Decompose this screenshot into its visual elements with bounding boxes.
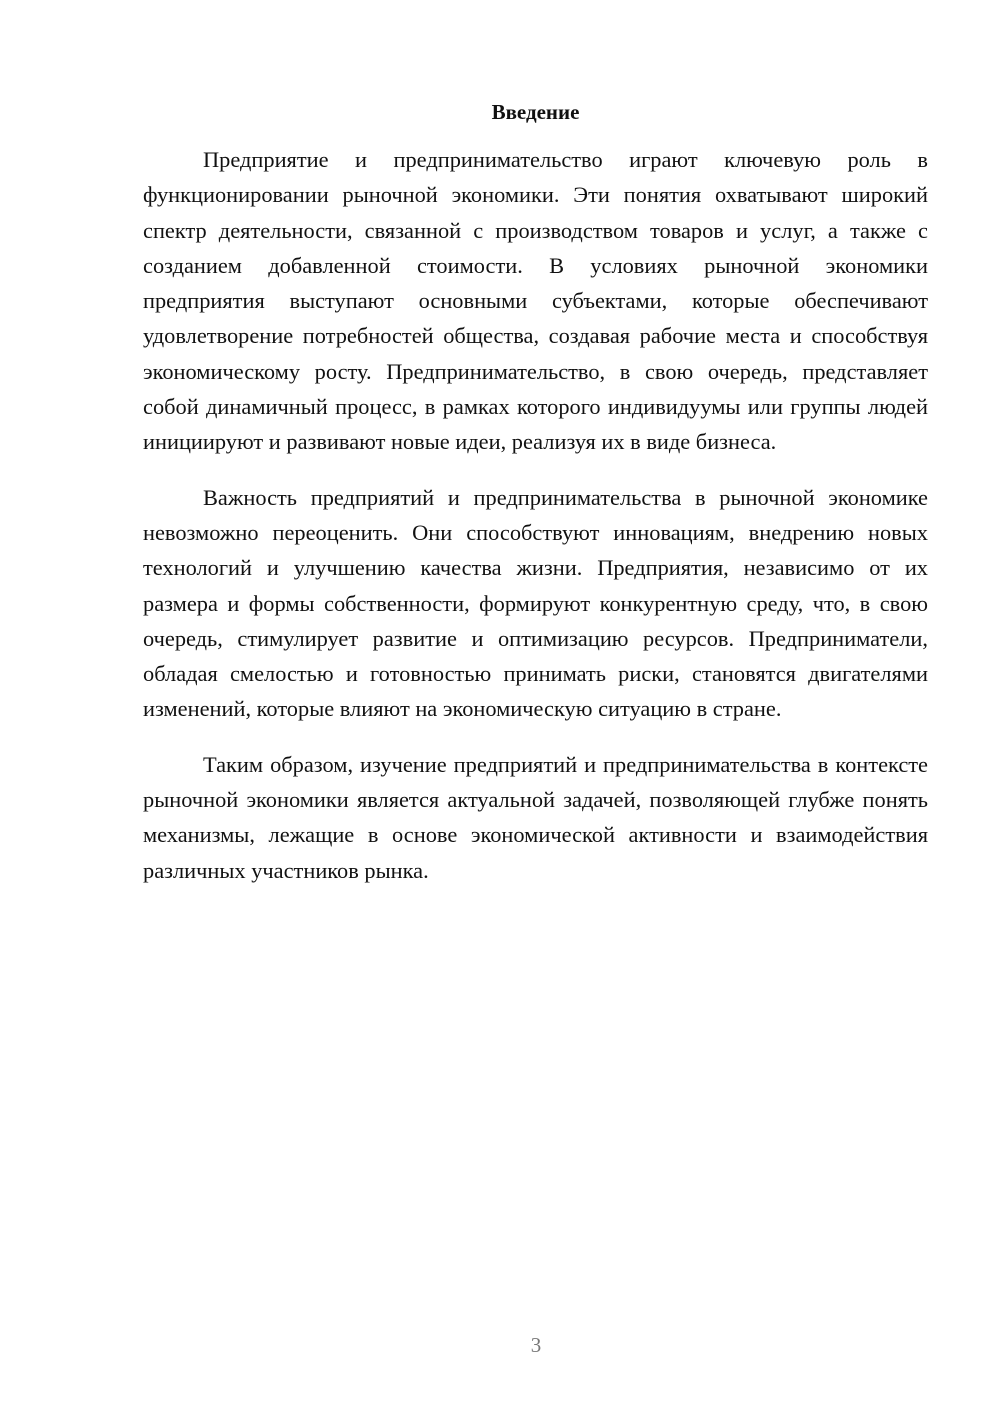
paragraph-1: Предприятие и предпринимательство играют ключевую роль в функционировании рыночной экономики. Эти понятия охватывают широкий спектр деятельности, связанной с производством товаров и услуг, а также с созданием добавленной стоимости. В условиях рыночной экономики предприятия выступают основными субъектами, которые обеспечивают удовлетворение потребностей общества, создавая рабочие места и способствуя экономическому росту. Предпринимательство, в свою очередь, представляет собой динамичный процесс, в рамках которого индивидуумы или группы людей инициируют и развивают новые идеи, реализуя их в виде бизнеса. [143, 147, 928, 455]
page-title: Введение [491, 100, 580, 124]
paragraph-2: Важность предприятий и предпринимательства в рыночной экономике невозможно переоценить. Они способствуют инновациям, внедрению новых технологий и улучшению качества жизни. Предприятия, независимо от их размера и формы собственности, формируют конкурентную среду, что, в свою очередь, стимулирует развитие и оптимизацию ресурсов. Предприниматели, обладая смелостью и готовностью принимать риски, становятся двигателями изменений, которые влияют на экономическую ситуацию в стране. [143, 484, 928, 722]
paragraph-3: Таким образом, изучение предприятий и предпринимательства в контексте рыночной экономики является актуальной задачей, позволяющей глубже понять механизмы, лежащие в основе экономической активности и взаимодействия различных участников рынка. [143, 751, 928, 883]
body-text [143, 142, 928, 908]
page-number: 3 [530, 1333, 542, 1357]
